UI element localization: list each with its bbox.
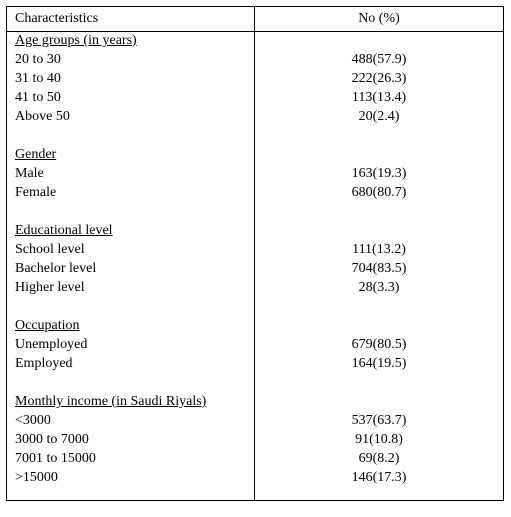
table-row-label: 7001 to 15000 bbox=[15, 451, 96, 466]
table-row-label: >15000 bbox=[15, 470, 58, 485]
table-row-value: 679(80.5) bbox=[351, 337, 407, 352]
section-title-age: Age groups (in years) bbox=[15, 33, 137, 48]
table-row-value: 69(8.2) bbox=[358, 451, 400, 466]
header-no-percent: No (%) bbox=[358, 11, 400, 26]
table-row-value: 146(17.3) bbox=[351, 470, 407, 485]
table-row-label: <3000 bbox=[15, 413, 51, 428]
table-row-label: Male bbox=[15, 166, 44, 181]
table-row-label: 20 to 30 bbox=[15, 52, 61, 67]
section-title-education: Educational level bbox=[15, 223, 113, 238]
header-characteristics: Characteristics bbox=[15, 11, 99, 26]
table-row-label: Employed bbox=[15, 356, 73, 371]
table-row-value: 163(19.3) bbox=[351, 166, 407, 181]
table-row-value: 91(10.8) bbox=[355, 432, 403, 447]
table-row-value: 704(83.5) bbox=[351, 261, 407, 276]
table-row-value: 111(13.2) bbox=[352, 242, 406, 257]
table-row-label: Above 50 bbox=[15, 109, 70, 124]
section-title-gender: Gender bbox=[15, 147, 57, 162]
table-row-value: 488(57.9) bbox=[351, 52, 407, 67]
section-title-income: Monthly income (in Saudi Riyals) bbox=[15, 394, 207, 409]
section-title-occupation: Occupation bbox=[15, 318, 80, 333]
table-row-value: 537(63.7) bbox=[351, 413, 407, 428]
table-row-value: 164(19.5) bbox=[351, 356, 407, 371]
table-row-label: 3000 to 7000 bbox=[15, 432, 89, 447]
table-row-label: Female bbox=[15, 185, 57, 200]
table-row-value: 20(2.4) bbox=[358, 109, 400, 124]
table-row-value: 28(3.3) bbox=[358, 280, 400, 295]
table-row-label: Unemployed bbox=[15, 337, 88, 352]
table-row-label: Higher level bbox=[15, 280, 85, 295]
table-header-row bbox=[7, 7, 503, 32]
table-row-value: 113(13.4) bbox=[351, 90, 407, 105]
table-row-label: 31 to 40 bbox=[15, 71, 61, 86]
table-row-value: 680(80.7) bbox=[351, 185, 407, 200]
table-row-label: Bachelor level bbox=[15, 261, 97, 276]
demographics-table bbox=[6, 6, 504, 501]
table-row-value: 222(26.3) bbox=[351, 71, 407, 86]
table-row-label: 41 to 50 bbox=[15, 90, 61, 105]
table-row-label: School level bbox=[15, 242, 85, 257]
